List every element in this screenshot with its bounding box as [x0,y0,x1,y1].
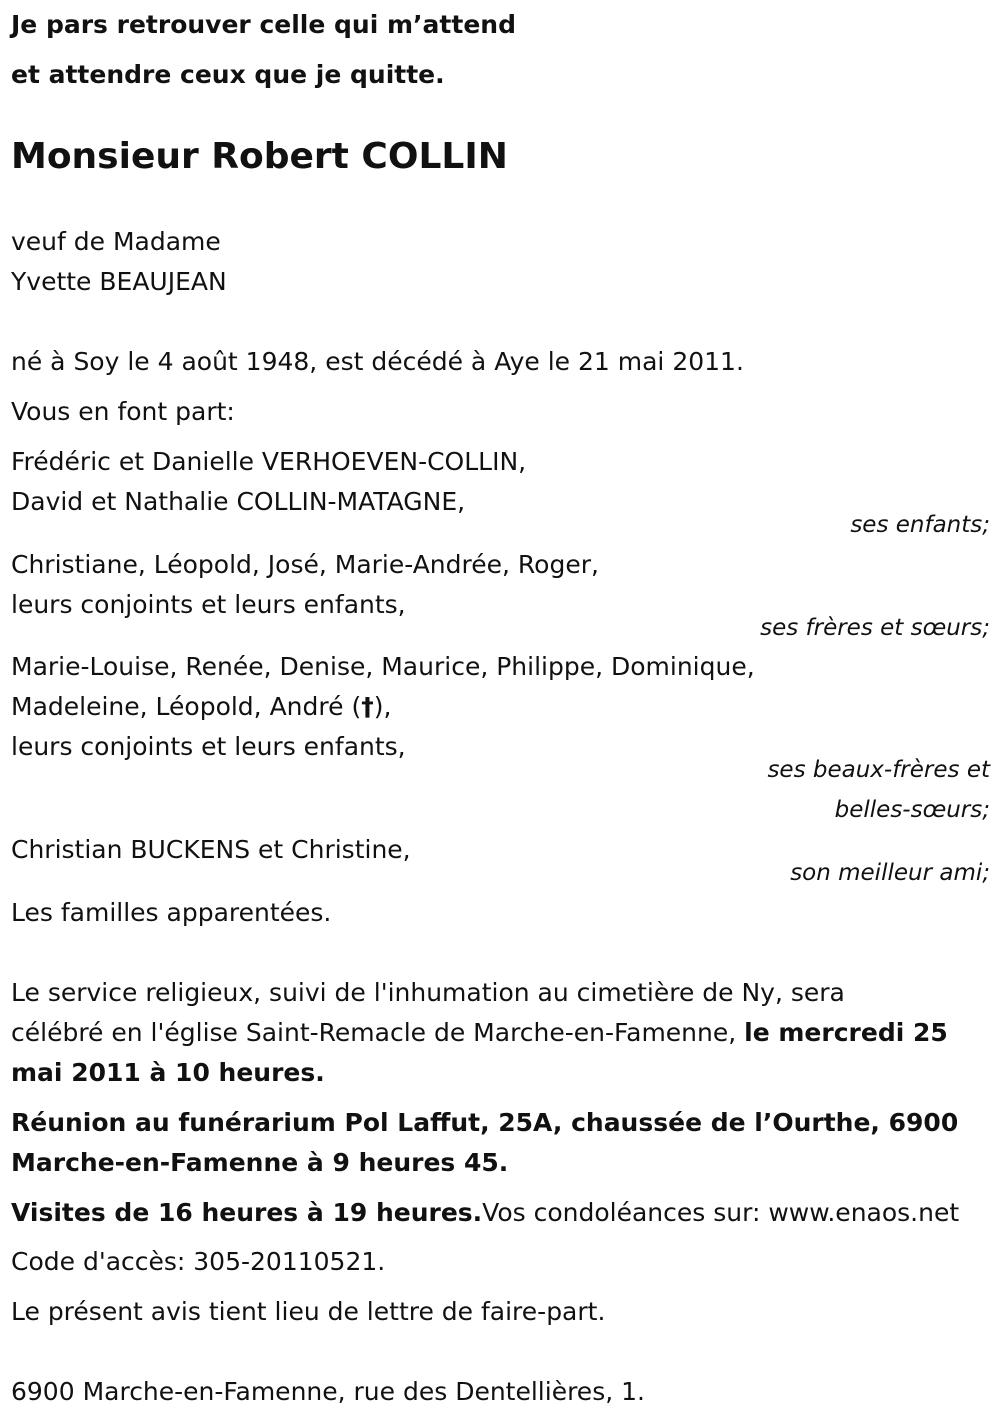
epitaph-line-1: Je pars retrouver celle qui m’attend [11,10,516,39]
meeting-line-1: Réunion au funérarium Pol Laffut, 25A, chaussée de l’Ourthe, 6900 [11,1108,959,1137]
families: Les familles apparentées. [11,898,332,927]
cross-icon: † [361,692,374,721]
siblings-line-2: leurs conjoints et leurs enfants, [11,590,406,619]
children-line-1: Frédéric et Danielle VERHOEVEN-COLLIN, [11,447,527,476]
inlaws-line-1: Marie-Louise, Renée, Denise, Maurice, Philippe, Dominique, [11,652,755,681]
access-code: Code d'accès: 305-20110521. [11,1247,386,1276]
widower-line-2: Yvette BEAUJEAN [11,267,227,296]
inlaws-line-2 [11,687,990,727]
visits-hours: Visites de 16 heures à 19 heures. [11,1198,483,1227]
inlaws-line-3: leurs conjoints et leurs enfants, [11,732,406,761]
epitaph-line-2: et attendre ceux que je quitte. [11,60,445,89]
deceased-name: Monsieur Robert COLLIN [11,136,508,177]
inlaws-relation-1: ses beaux-frères et [767,757,990,783]
visits-line [11,1193,990,1233]
inlaws-relation-2: belles-sœurs; [834,797,990,823]
siblings-relation: ses frères et sœurs; [760,615,990,641]
announce: Vous en font part: [11,397,235,426]
meeting-line-2: Marche-en-Famenne à 9 heures 45. [11,1148,509,1177]
service-line-2-text: célébré en l'église Saint-Remacle de Marche-en-Famenne, [11,1018,745,1047]
service-date: le mercredi 25 [744,1018,948,1047]
friend-line: Christian BUCKENS et Christine, [11,835,411,864]
service-line-3: mai 2011 à 10 heures. [11,1058,325,1087]
children-relation: ses enfants; [850,512,990,538]
service-line-2 [11,1013,990,1053]
notice: Le présent avis tient lieu de lettre de faire-part. [11,1297,606,1326]
friend-relation: son meilleur ami; [790,860,990,886]
service-line-1: Le service religieux, suivi de l'inhumation au cimetière de Ny, sera [11,978,845,1007]
address: 6900 Marche-en-Famenne, rue des Dentellières, 1. [11,1377,645,1406]
widower-line-1: veuf de Madame [11,227,221,256]
inlaws-line-2-end: ), [373,692,392,721]
condolences: Vos condoléances sur: www.enaos.net [482,1198,960,1227]
inlaws-line-2-text: Madeleine, Léopold, André ( [11,692,362,721]
children-line-2: David et Nathalie COLLIN-MATAGNE, [11,487,466,516]
siblings-line-1: Christiane, Léopold, José, Marie-Andrée, Roger, [11,550,599,579]
birth-death: né à Soy le 4 août 1948, est décédé à Aye le 21 mai 2011. [11,347,744,376]
